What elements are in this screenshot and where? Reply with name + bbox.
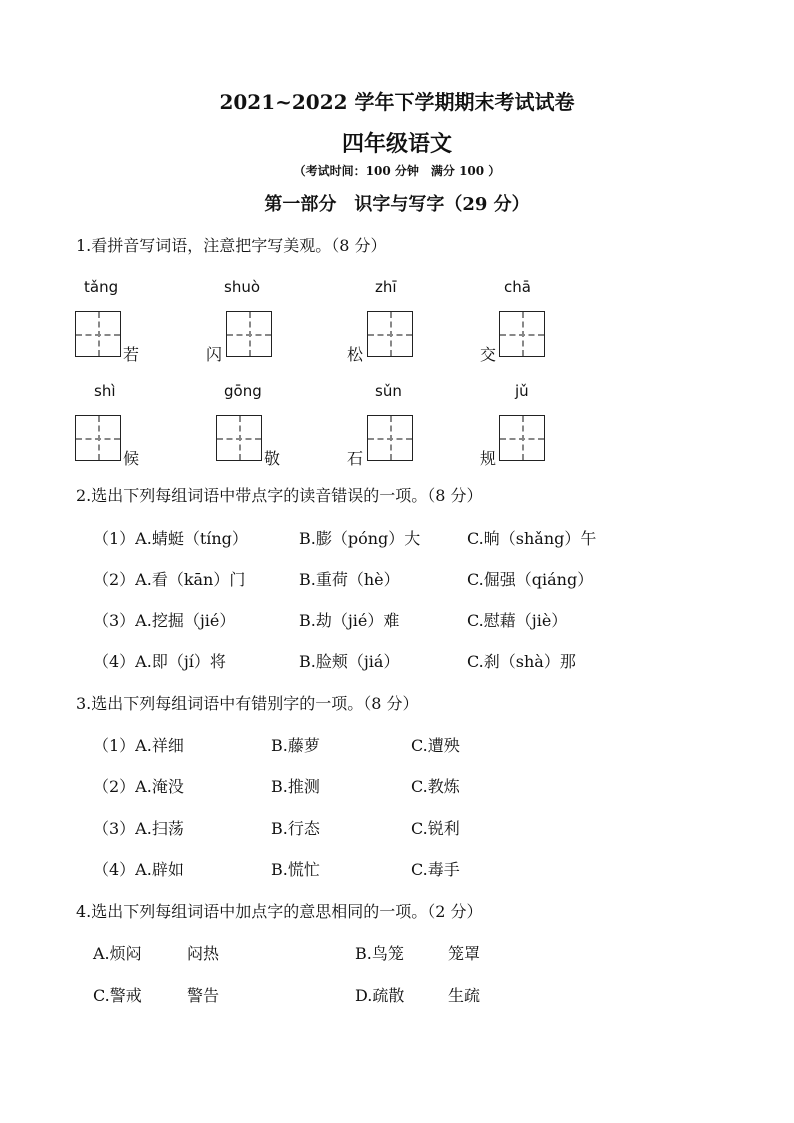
q3-option[interactable]: （2）A.淹没 [93,777,184,796]
q2-option[interactable]: B.膨（póng）大 [299,529,421,548]
given-char: 敬 [264,449,281,468]
q1-prompt: 1.看拼音写词语，注意把字写美观。（8 分） [76,236,387,255]
q4-prompt: 4.选出下列每组词语中加点字的意思相同的一项。（2 分） [76,902,483,921]
q2-option[interactable]: C.倔强（qiáng） [467,570,594,589]
given-char: 规 [480,449,497,468]
pinyin: shì [94,382,116,400]
q3-option[interactable]: （3）A.扫荡 [93,819,184,838]
q2-option[interactable]: C.慰藉（jiè） [467,611,568,630]
q2-option[interactable]: B.重荷（hè） [299,570,400,589]
writing-box[interactable] [216,415,262,461]
q4-option[interactable]: A.烦闷 [93,944,142,963]
q3-option[interactable]: C.遭殃 [411,736,460,755]
q2-prompt: 2.选出下列每组词语中带点字的读音错误的一项。（8 分） [76,486,483,505]
q3-option[interactable]: B.藤萝 [271,736,320,755]
writing-box[interactable] [499,415,545,461]
q3-option[interactable]: B.行态 [271,819,320,838]
q2-option[interactable]: （3）A.挖掘（jié） [93,611,236,630]
pinyin: zhī [375,278,397,296]
pinyin: gōng [224,382,262,400]
q2-option[interactable]: B.劫（jié）难 [299,611,400,630]
part-title: 第一部分 识字与写字（29 分） [264,194,530,215]
q3-option[interactable]: C.锐利 [411,819,460,838]
q3-option[interactable]: （1）A.祥细 [93,736,184,755]
q2-option[interactable]: C.晌（shǎng）午 [467,529,597,548]
writing-box[interactable] [367,415,413,461]
q2-option[interactable]: （4）A.即（jí）将 [93,652,226,671]
writing-box[interactable] [75,415,121,461]
q2-option[interactable]: （2）A.看（kān）门 [93,570,246,589]
writing-box[interactable] [75,311,121,357]
writing-box[interactable] [367,311,413,357]
pinyin: shuò [224,278,261,296]
q3-prompt: 3.选出下列每组词语中有错别字的一项。（8 分） [76,694,419,713]
given-char: 若 [123,345,140,364]
q3-option[interactable]: B.推测 [271,777,320,796]
exam-subtitle: 四年级语文 [341,131,452,157]
q4-option[interactable]: D.疏散 [355,986,405,1005]
writing-box[interactable] [226,311,272,357]
exam-title: 2021~2022 学年下学期期末考试试卷 [219,90,575,114]
q4-option[interactable]: B.鸟笼 [355,944,404,963]
q2-option[interactable]: B.脸颊（jiá） [299,652,400,671]
pinyin: chā [504,278,531,296]
given-char: 石 [347,449,364,468]
given-char: 交 [480,345,497,364]
q4-option-word: 生疏 [448,986,481,1005]
q2-option[interactable]: （1）A.蜻蜓（tíng） [93,529,248,548]
q4-option-word: 警告 [187,986,220,1005]
q3-option[interactable]: C.毒手 [411,860,460,879]
given-char: 候 [123,449,140,468]
q2-option[interactable]: C.刹（shà）那 [467,652,576,671]
writing-box[interactable] [499,311,545,357]
pinyin: tǎng [84,278,119,296]
pinyin: jǔ [515,382,529,400]
q3-option[interactable]: B.慌忙 [271,860,320,879]
given-char: 松 [347,345,364,364]
q4-option-word: 闷热 [187,944,220,963]
q4-option-word: 笼罩 [448,944,481,963]
exam-info: （考试时间：100 分钟 满分 100 ） [293,164,501,178]
pinyin: sǔn [375,382,402,400]
q4-option[interactable]: C.警戒 [93,986,142,1005]
q3-option[interactable]: C.教炼 [411,777,460,796]
given-char: 闪 [206,345,223,364]
q3-option[interactable]: （4）A.辟如 [93,860,184,879]
